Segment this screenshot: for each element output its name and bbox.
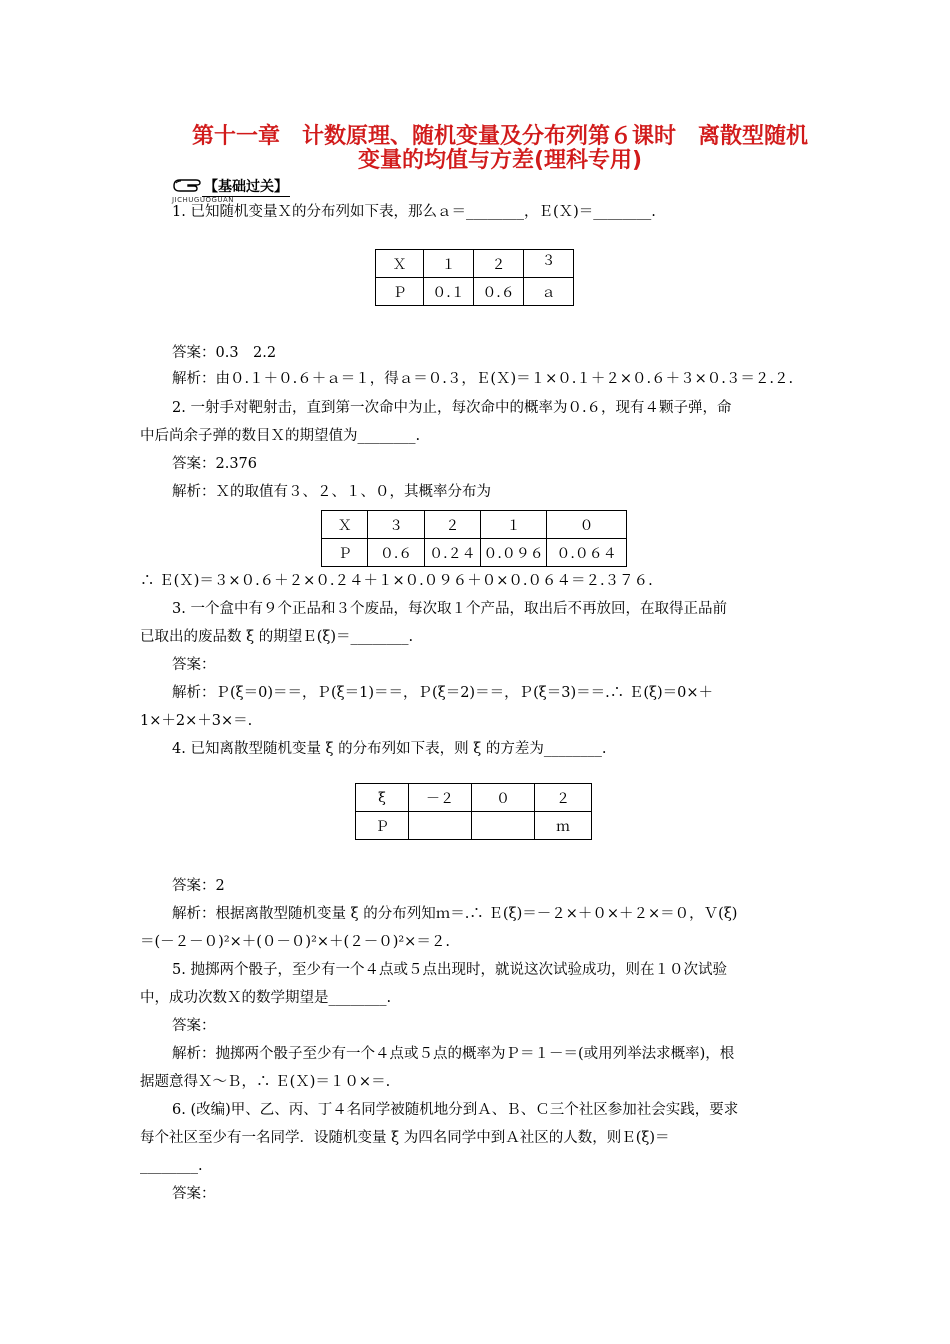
question-4: 4. 已知离散型随机变量 ξ 的分布列如下表，则 ξ 的方差为________. (172, 741, 607, 757)
table-cell: ０.１ (423, 278, 473, 306)
analysis-5: 解析：抛掷两个骰子至少有一个４点或５点的概率为Ｐ＝１－＝(或用列举法求概率)，根 (172, 1046, 735, 1062)
question-3: 3. 一个盒中有９个正品和３个废品，每次取１个产品，取出后不再放回，在取得正品前 (172, 601, 727, 617)
table-cell: ０.０９６ (481, 539, 547, 567)
table-cell: ０ (472, 784, 535, 812)
answer-6: 答案： (172, 1186, 216, 1202)
table-cell: Ｐ (322, 539, 368, 567)
table-row (322, 539, 627, 567)
table-cell (409, 812, 472, 840)
table-cell: ０.６ (368, 539, 424, 567)
table-row (356, 784, 592, 812)
question-6-cont: 每个社区至少有一名同学．设随机变量 ξ 为四名同学中到Ａ社区的人数，则Ｅ(ξ)＝ (140, 1130, 670, 1146)
question-6: 6. (改编)甲、乙、丙、丁４名同学被随机地分到Ａ、Ｂ、Ｃ三个社区参加社会实践，要求 (172, 1102, 739, 1118)
table-cell: ０.６ (474, 278, 524, 306)
table-cell: １ (481, 511, 547, 539)
table-cell: ｍ (535, 812, 592, 840)
section-label: 【基础过关】 (202, 176, 290, 197)
table-cell: ２ (535, 784, 592, 812)
table-cell: ３ (368, 511, 424, 539)
section-pinyin: JICHUGUOGUAN (172, 196, 235, 204)
table-cell: ２ (474, 250, 524, 278)
question-5-cont: 中，成功次数Ｘ的数学期望是________. (140, 990, 392, 1006)
page-title-line1: 第十一章 计数原理、随机变量及分布列第６课时 离散型随机 (191, 124, 808, 149)
table-row (376, 278, 574, 306)
question-6-blank: ________. (140, 1158, 203, 1174)
answer-4: 答案：2 (172, 878, 225, 894)
analysis-3: 解析：Ｐ(ξ＝0)＝＝，Ｐ(ξ＝1)＝＝，Ｐ(ξ＝2)＝＝，Ｐ(ξ＝3)＝＝.∴ Ｅ(ξ)＝0×＋ (172, 685, 713, 701)
distribution-table-3 (355, 783, 592, 840)
question-1: 1. 已知随机变量Ｘ的分布列如下表，那么ａ＝________，Ｅ(Ｘ)＝________. (172, 204, 656, 220)
answer-2: 答案：2.376 (172, 456, 258, 472)
page-title-line2: 变量的均值与方差(理科专用) (357, 148, 643, 173)
table-cell: Ｘ (376, 250, 424, 278)
analysis-2-cont: ∴ Ｅ(Ｘ)＝３×０.６＋２×０.２４＋１×０.０９６＋０×０.０６４＝２.３７６. (140, 573, 653, 589)
table-row (376, 250, 574, 278)
table-cell: Ｐ (356, 812, 409, 840)
analysis-4-cont: ＝(－２－０)²×＋(０－０)²×＋(２－０)²×＝２. (140, 934, 450, 950)
analysis-4: 解析：根据离散型随机变量 ξ 的分布列知ｍ＝.∴ Ｅ(ξ)＝－２×＋０×＋２×＝０，Ｖ(ξ) (172, 906, 738, 922)
table-cell: ０.２４ (424, 539, 480, 567)
table-cell: １ (423, 250, 473, 278)
answer-3: 答案： (172, 657, 216, 673)
table-row (322, 511, 627, 539)
answer-1: 答案：0.3 2.2 (172, 345, 277, 361)
table-cell: ３ (524, 250, 574, 278)
table-cell: ０.０６４ (547, 539, 627, 567)
question-3-cont: 已取出的废品数 ξ 的期望Ｅ(ξ)＝________. (140, 629, 414, 645)
question-2: 2. 一射手对靶射击，直到第一次命中为止，每次命中的概率为０.６，现有４颗子弹，命 (172, 400, 732, 416)
table-cell: Ｐ (376, 278, 424, 306)
table-cell: －２ (409, 784, 472, 812)
table-cell: ０ (547, 511, 627, 539)
analysis-3-cont: 1×＋2×＋3×＝. (140, 713, 253, 729)
table-cell: ａ (524, 278, 574, 306)
answer-5: 答案： (172, 1018, 216, 1034)
table-cell (472, 812, 535, 840)
analysis-1: 解析：由０.１＋０.６＋ａ＝１，得ａ＝０.３，Ｅ(Ｘ)＝１×０.１＋２×０.６＋３×０.３＝２.２. (172, 371, 794, 387)
table-cell: ξ (356, 784, 409, 812)
table-cell: ２ (424, 511, 480, 539)
distribution-table-2 (321, 510, 627, 567)
question-5: 5. 抛掷两个骰子，至少有一个４点或５点出现时，就说这次试验成功，则在１０次试验 (172, 962, 727, 978)
pointing-hand-icon (172, 177, 202, 195)
question-2-cont: 中后尚余子弹的数目Ｘ的期望值为________. (140, 428, 421, 444)
distribution-table-1 (375, 249, 574, 306)
section-header (172, 175, 290, 197)
analysis-2: 解析：Ｘ的取值有３、２、１、０，其概率分布为 (172, 484, 491, 500)
table-row (356, 812, 592, 840)
analysis-5-cont: 据题意得Ｘ～Ｂ，∴ Ｅ(Ｘ)＝１０×＝. (140, 1074, 391, 1090)
table-cell: Ｘ (322, 511, 368, 539)
